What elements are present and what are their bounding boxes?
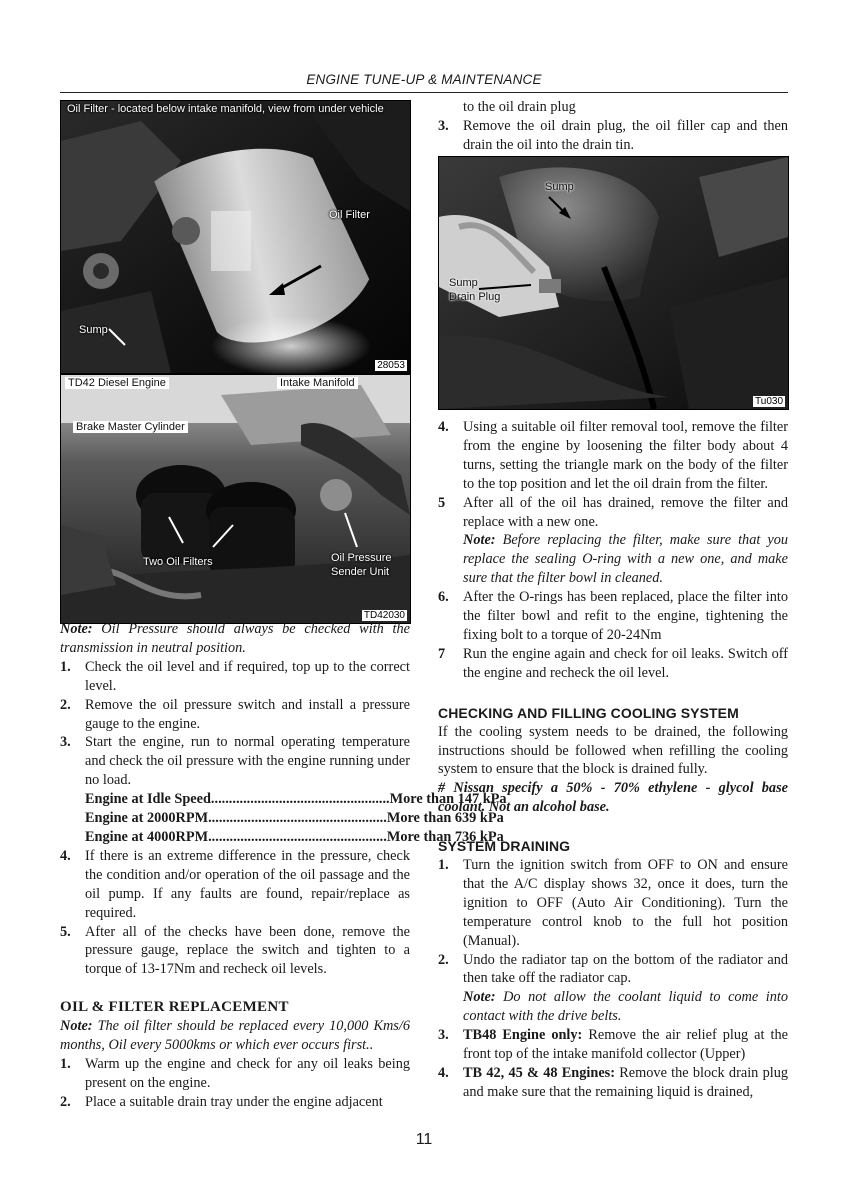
td42-engine-photo-image: [61, 375, 410, 623]
step-text: Undo the radiator tap on the bottom of the radiator and then take off the radiator cap.: [463, 951, 788, 987]
list-item: [438, 645, 788, 683]
spec-row: [85, 809, 504, 828]
step-number: 7: [438, 645, 446, 662]
list-item: [60, 1055, 410, 1093]
note-text: The oil filter should be replaced every 10,000 Kms/6 months, Oil every 5000kms or which ever occurs first..: [60, 1018, 410, 1054]
note-label: Note:: [463, 989, 496, 1006]
step-text: After the O-rings has been replaced, place the filter into the filter bowl and refit to the engine, tightening the fixing bolt to a torque of 20-24Nm: [463, 589, 788, 643]
oil-filter-photo: [60, 100, 411, 374]
list-item: [438, 1026, 788, 1064]
cooling-system-heading: CHECKING AND FILLING COOLING SYSTEM: [438, 704, 739, 721]
list-item: [438, 856, 788, 951]
label-oil-filter: Oil Filter: [329, 209, 370, 221]
step-number: 5: [438, 494, 446, 511]
sump-drain-plug-photo: [438, 156, 789, 410]
coolant-note: [463, 988, 788, 1026]
label-sender-unit: Sender Unit: [331, 566, 390, 578]
list-item: [60, 923, 410, 980]
photo-code: Tu030: [755, 396, 783, 407]
step-text: Check the oil level and if required, top up to the correct level.: [85, 658, 410, 694]
oil-filter-photo-caption: Oil Filter - located below intake manifold, view from under vehicle: [67, 103, 384, 115]
spec-label: Engine at Idle Speed: [85, 791, 211, 808]
step-text: Turn the ignition switch from OFF to ON and ensure that the A/C display shows 32, once it does, turn the ignition to OFF (Auto Air Conditioning). Turn the temperature control knob to the full hot position (Manual).: [463, 857, 788, 949]
list-item: [60, 847, 410, 923]
label-brake-master-cylinder: Brake Master Cylinder: [73, 421, 188, 433]
label-sump: Sump: [545, 181, 574, 193]
spec-value: More than 147 kPa: [389, 791, 507, 808]
page-header: ENGINE TUNE-UP & MAINTENANCE: [306, 72, 542, 87]
list-item: [60, 733, 410, 790]
label-two-oil-filters: Two Oil Filters: [143, 556, 213, 568]
header-rule: [60, 92, 788, 93]
step-number: 2.: [438, 951, 449, 968]
step-number: 5.: [60, 923, 71, 940]
step-bold: TB48 Engine only:: [463, 1027, 583, 1044]
step-number: 1.: [438, 857, 449, 874]
cooling-system-text: If the cooling system needs to be drained, the following instructions should be followed when refilling the cooling system to ensure that the block is drained fully.: [438, 723, 788, 778]
step-text: Start the engine, run to normal operating temperature and check the oil pressure with the engine running under no load.: [85, 734, 410, 789]
oil-filter-replacement-heading: OIL & FILTER REPLACEMENT: [60, 999, 289, 1016]
label-intake-manifold: Intake Manifold: [277, 377, 358, 389]
step-number: 6.: [438, 589, 449, 606]
list-item: [438, 1064, 788, 1102]
spec-leader: ..................................................: [208, 828, 387, 845]
page-number: 11: [415, 1131, 433, 1148]
step-text: After all of the checks have been done, remove the pressure gauge, replace the switch and tighten to a torque of 13-17Nm and recheck oil levels.: [85, 923, 410, 978]
label-td42-engine: TD42 Diesel Engine: [65, 377, 169, 389]
photo-code: 28053: [377, 360, 405, 371]
list-item: [438, 951, 788, 1027]
step-number: 3.: [438, 117, 449, 134]
list-item: [438, 117, 788, 155]
sump-photo-image: [439, 157, 788, 409]
step-text: Remove the oil pressure switch and install a pressure gauge to the engine.: [85, 696, 410, 732]
spec-leader: ..................................................: [208, 810, 387, 827]
step-number: 3.: [438, 1027, 449, 1044]
step-text: Run the engine again and check for oil leaks. Switch off the engine and recheck the oil level.: [463, 645, 788, 681]
list-item: [438, 494, 788, 589]
step-bold: TB 42, 45 & 48 Engines:: [463, 1065, 615, 1081]
step-text: Place a suitable drain tray under the engine adjacent: [85, 1093, 383, 1110]
list-item: [438, 588, 788, 645]
step-number: 4.: [438, 1065, 449, 1081]
step-text: If there is an extreme difference in the pressure, check the condition and/or operation of the oil passage and the oil pump. If any faults are found, repair/replace as required.: [85, 847, 410, 921]
oil-filter-note: [60, 1017, 410, 1055]
note-text: Before replacing the filter, make sure that you replace the sealing O-ring with a new one, and make sure that the filter bowl in cleaned.: [463, 532, 788, 587]
note-label: Note:: [60, 1018, 93, 1035]
spec-label: Engine at 4000RPM: [85, 828, 209, 845]
step-number: 2.: [60, 696, 71, 713]
right-column-top: [438, 98, 788, 155]
system-draining-heading: SYSTEM DRAINING: [438, 838, 571, 855]
list-item: [60, 658, 410, 696]
note-label: Note:: [60, 621, 93, 637]
note-text: Oil Pressure should always be checked with the transmission in neutral position.: [60, 621, 410, 656]
oil-pressure-note: [60, 620, 410, 658]
photo-code: TD42030: [363, 610, 405, 621]
step-number: 1.: [60, 1055, 71, 1072]
step-number: 2.: [60, 1093, 71, 1110]
step-text: Warm up the engine and check for any oil leaks being present on the engine.: [85, 1055, 410, 1091]
spec-label: Engine at 2000RPM: [85, 810, 209, 827]
note-label: Note:: [463, 532, 496, 549]
step-text: After all of the oil has drained, remove the filter and replace with a new one.: [463, 494, 788, 530]
td42-engine-photo: [60, 374, 411, 624]
note-text: Do not allow the coolant liquid to come into contact with the drive belts.: [463, 989, 788, 1025]
label-sump: Sump: [79, 324, 108, 336]
label-sump-drain-plug-line2: Drain Plug: [449, 291, 501, 303]
spec-value: More than 736 kPa: [386, 828, 504, 845]
spec-leader: ..................................................: [210, 791, 390, 808]
filter-note: [463, 531, 788, 588]
label-oil-pressure: Oil Pressure: [331, 552, 392, 564]
step-number: 4.: [438, 419, 449, 435]
spec-value: More than 639 kPa: [386, 810, 504, 827]
step-text: Remove the oil drain plug, the oil filler cap and then drain the oil into the drain tin.: [463, 117, 788, 153]
spec-row: [85, 828, 504, 847]
continued-text: to the oil drain plug: [463, 99, 576, 115]
step-text: Remove the block drain plug and make sure that the remaining liquid is drained,: [463, 1065, 788, 1100]
right-column-main: [438, 418, 788, 1102]
step-number: 1.: [60, 658, 71, 675]
list-item: [60, 696, 410, 734]
step-text: Using a suitable oil filter removal tool, remove the filter from the engine by loosening the filter body about 4 turns, setting the triangle mark on the body of the filter to the top position and let the oil drain from the filter.: [463, 419, 788, 492]
coolant-spec: # Nissan specify a 50% - 70% ethylene - glycol base coolant. Not an alcohol base.: [438, 780, 788, 816]
oil-pressure-specs: [60, 790, 507, 847]
step-text: Remove the air relief plug at the front top of the intake manifold collector (Upper): [463, 1027, 788, 1063]
label-sump-drain-plug-line1: Sump: [449, 277, 478, 289]
oil-filter-photo-image: [61, 101, 410, 373]
list-item: [438, 418, 788, 494]
step-number: 4.: [60, 847, 71, 864]
spec-row: [85, 790, 507, 809]
list-item: [60, 1093, 410, 1112]
step-number: 3.: [60, 734, 71, 751]
